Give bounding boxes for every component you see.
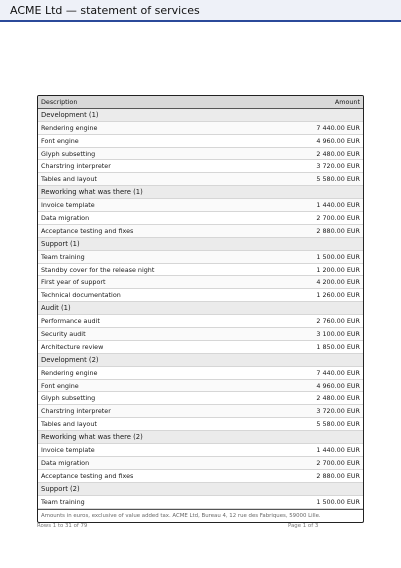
item-amount: 2 880.00 EUR [316, 471, 360, 480]
table-row [38, 367, 363, 380]
item-description: Standby cover for the release night [41, 265, 155, 274]
item-amount: 5 580.00 EUR [316, 420, 360, 429]
item-amount: 3 100.00 EUR [316, 330, 360, 339]
group-label: Support (1) [41, 239, 80, 248]
table-row [38, 315, 363, 328]
item-description: Rendering engine [41, 368, 98, 377]
table-row [38, 496, 363, 509]
item-description: Data migration [41, 214, 90, 223]
item-description: Glyph subsetting [41, 394, 96, 403]
table-row [38, 122, 363, 135]
item-amount: 5 580.00 EUR [316, 175, 360, 184]
item-amount: 2 880.00 EUR [316, 226, 360, 235]
item-description: Acceptance testing and fixes [41, 471, 134, 480]
item-description: Architecture review [41, 342, 104, 351]
item-amount: 4 960.00 EUR [316, 136, 360, 145]
table-row [38, 328, 363, 341]
group-label: Development (1) [41, 110, 99, 119]
table-row [38, 405, 363, 418]
item-description: Technical documentation [41, 291, 121, 300]
group-header-row [38, 431, 363, 444]
amount-column-header: Amount [334, 98, 360, 106]
item-amount: 2 480.00 EUR [316, 149, 360, 158]
group-label: Audit (1) [41, 304, 71, 313]
item-amount: 1 200.00 EUR [316, 265, 360, 274]
table-row [38, 380, 363, 393]
item-amount: 2 480.00 EUR [316, 394, 360, 403]
table-row [38, 225, 363, 238]
item-description: Tables and layout [41, 420, 97, 429]
item-description: Team training [41, 497, 85, 506]
table-row [38, 392, 363, 405]
services-table [37, 95, 364, 523]
table-row [38, 418, 363, 431]
item-amount: 7 440.00 EUR [316, 368, 360, 377]
table-row [38, 135, 363, 148]
rows-info: Rows 1 to 31 of 79 [37, 523, 88, 529]
item-description: Security audit [41, 330, 86, 339]
group-header-row [38, 186, 363, 199]
group-label: Reworking what was there (2) [41, 433, 143, 442]
item-amount: 4 200.00 EUR [316, 278, 360, 287]
item-amount: 3 720.00 EUR [316, 407, 360, 416]
item-amount: 7 440.00 EUR [316, 123, 360, 132]
item-description: Font engine [41, 136, 79, 145]
item-description: Invoice template [41, 446, 95, 455]
table-row [38, 341, 363, 354]
table-row [38, 148, 363, 161]
item-description: Performance audit [41, 317, 100, 326]
item-description: Invoice template [41, 201, 95, 210]
group-label: Development (2) [41, 355, 99, 364]
item-amount: 2 700.00 EUR [316, 458, 360, 467]
item-amount: 4 960.00 EUR [316, 381, 360, 390]
item-description: Charstring interpreter [41, 162, 111, 171]
item-amount: 1 440.00 EUR [316, 446, 360, 455]
table-footnote: Amounts in euros, exclusive of value added tax. ACME Ltd, Bureau 4, 12 rue des Fabriques, 59000 Lille. [38, 509, 363, 522]
table-header-row [38, 96, 363, 109]
item-amount: 2 700.00 EUR [316, 214, 360, 223]
table-row [38, 289, 363, 302]
item-description: First year of support [41, 278, 106, 287]
table-row [38, 160, 363, 173]
group-header-row [38, 354, 363, 367]
item-description: Font engine [41, 381, 79, 390]
item-amount: 2 760.00 EUR [316, 317, 360, 326]
table-row [38, 470, 363, 483]
item-amount: 1 440.00 EUR [316, 201, 360, 210]
item-description: Charstring interpreter [41, 407, 111, 416]
table-row [38, 251, 363, 264]
table-body [38, 109, 363, 509]
item-description: Glyph subsetting [41, 149, 96, 158]
group-label: Support (2) [41, 484, 80, 493]
group-header-row [38, 238, 363, 251]
page-info: Page 1 of 3 [288, 523, 319, 529]
document-header [0, 0, 401, 22]
item-description: Rendering engine [41, 123, 98, 132]
table-row [38, 276, 363, 289]
item-amount: 1 500.00 EUR [316, 252, 360, 261]
table-row [38, 173, 363, 186]
group-label: Reworking what was there (1) [41, 188, 143, 197]
item-amount: 3 720.00 EUR [316, 162, 360, 171]
description-column-header: Description [41, 98, 78, 106]
table-row [38, 264, 363, 277]
document-title: ACME Ltd — statement of services [10, 4, 200, 17]
group-header-row [38, 109, 363, 122]
item-description: Tables and layout [41, 175, 97, 184]
item-amount: 1 850.00 EUR [316, 342, 360, 351]
table-row [38, 457, 363, 470]
item-description: Team training [41, 252, 85, 261]
item-description: Data migration [41, 458, 90, 467]
group-header-row [38, 302, 363, 315]
table-row [38, 444, 363, 457]
table-row [38, 212, 363, 225]
table-row [38, 199, 363, 212]
group-header-row [38, 483, 363, 496]
item-description: Acceptance testing and fixes [41, 226, 134, 235]
item-amount: 1 500.00 EUR [316, 497, 360, 506]
item-amount: 1 260.00 EUR [316, 291, 360, 300]
